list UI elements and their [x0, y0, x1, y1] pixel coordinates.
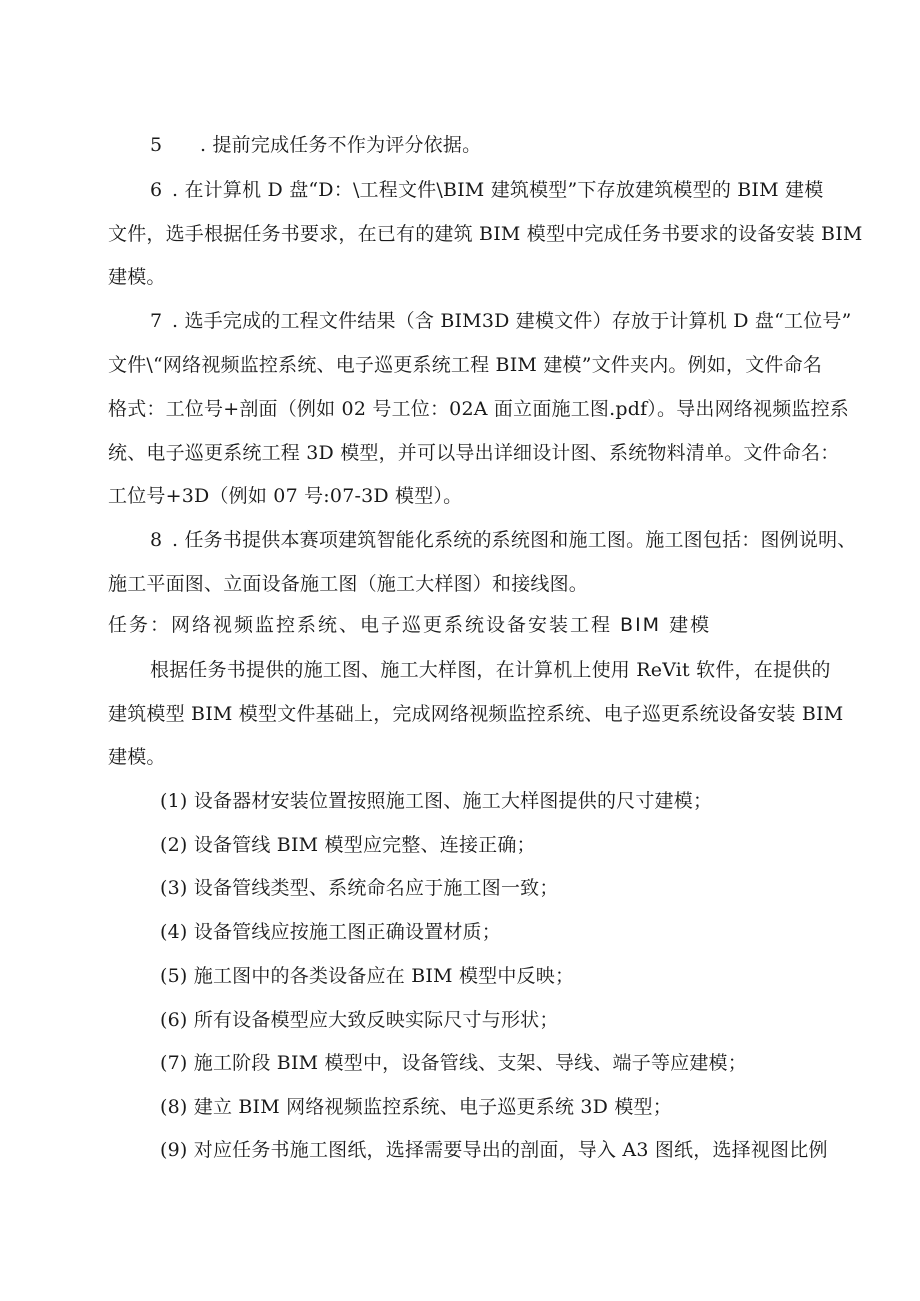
item-6-line-3: 建模。	[108, 266, 166, 288]
item-7-line-4: 统、电子巡更系统工程 3D 模型，并可以导出详细设计图、系统物料清单。文件命名：	[108, 442, 840, 464]
task-intro-line-1: 根据任务书提供的施工图、施工大样图，在计算机上使用 ReVit 软件，在提供的	[150, 659, 831, 681]
item-7-line-5: 工位号+3D（例如 07 号:07-3D 模型）。	[108, 485, 463, 507]
item-7-line-2: 文件\“网络视频监控系统、电子巡更系统工程 BIM 建模”文件夹内。例如，文件命名	[108, 354, 823, 376]
item-5-number: 5	[150, 134, 163, 156]
task-intro-line-2: 建筑模型 BIM 模型文件基础上，完成网络视频监控系统、电子巡更系统设备安装 BIM	[108, 703, 844, 725]
requirement-7: (7) 施工阶段 BIM 模型中，设备管线、支架、导线、端子等应建模；	[160, 1052, 747, 1074]
task-heading: 任务：网络视频监控系统、电子巡更系统设备安装工程 BIM 建模	[108, 614, 712, 636]
task-intro-line-3: 建模。	[108, 746, 166, 768]
item-7-number: 7	[150, 310, 163, 332]
item-6-line-2: 文件，选手根据任务书要求，在已有的建筑 BIM 模型中完成任务书要求的设备安装 BIM	[108, 223, 863, 245]
item-8-line-2: 施工平面图、立面设备施工图（施工大样图）和接线图。	[108, 573, 589, 595]
item-5-line-1	[150, 133, 481, 157]
item-8-line-1	[150, 528, 856, 552]
item-8-text-1: . 任务书提供本赛项建筑智能化系统的系统图和施工图。施工图包括：图例说明、	[172, 529, 857, 551]
item-8-number: 8	[150, 529, 163, 551]
requirement-6: (6) 所有设备模型应大致反映实际尺寸与形状；	[160, 1009, 559, 1031]
item-7-line-1	[150, 309, 852, 333]
requirement-8: (8) 建立 BIM 网络视频监控系统、电子巡更系统 3D 模型；	[160, 1096, 672, 1118]
item-7-line-3: 格式：工位号+剖面（例如 02 号工位：02A 面立面施工图.pdf）。导出网络视频监控系	[108, 398, 850, 420]
item-6-number: 6	[150, 179, 163, 201]
requirement-9: (9) 对应任务书施工图纸，选择需要导出的剖面，导入 A3 图纸，选择视图比例	[160, 1139, 828, 1161]
requirement-1: (1) 设备器材安装位置按照施工图、施工大样图提供的尺寸建模；	[160, 790, 713, 812]
item-7-text-1: . 选手完成的工程文件结果（含 BIM3D 建模文件）存放于计算机 D 盘“工位号”	[172, 310, 852, 332]
requirement-3: (3) 设备管线类型、系统命名应于施工图一致；	[160, 877, 559, 899]
item-6-line-1	[150, 178, 823, 202]
requirement-5: (5) 施工图中的各类设备应在 BIM 模型中反映；	[160, 965, 575, 987]
requirement-4: (4) 设备管线应按施工图正确设置材质；	[160, 921, 501, 943]
item-6-text-1: . 在计算机 D 盘“D：\工程文件\BIM 建筑模型”下存放建筑模型的 BIM 建模	[172, 179, 824, 201]
item-5-text: . 提前完成任务不作为评分依据。	[200, 134, 482, 156]
requirement-2: (2) 设备管线 BIM 模型应完整、连接正确；	[160, 834, 536, 856]
